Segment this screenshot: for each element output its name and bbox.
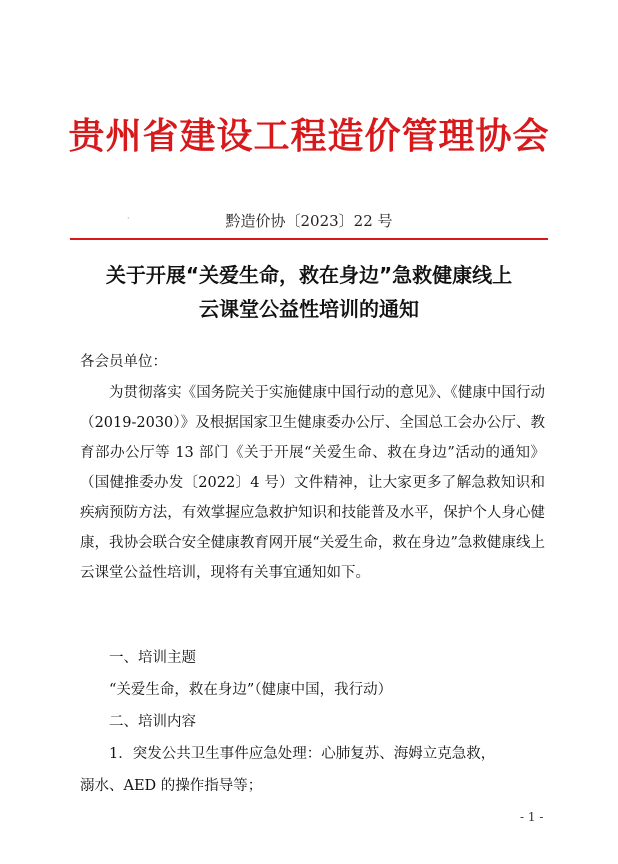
body-paragraph: 为贯彻落实《国务院关于实施健康中国行动的意见》、《健康中国行动（2019-2030）》及根据国家卫生健康委办公厅、全国总工会办公厅、教育部办公厅等 13 部门《关于开展“关爱生命、救在身边”活动的通知》（国健推委办发〔2022〕4 号）文件精神，让大家更多了解急救知识和疾病预防方法，有效掌握应急救护知识和技能普及水平，保护个人身心健康，我协会联合安全健康教育网开展“关爱生命，救在身边”急救健康线上云课堂公益性培训，现将有关事宜通知如下。	[80, 385, 545, 581]
decorative-dot: ·	[127, 214, 130, 223]
content-item-1-line-1: 1．突发公共卫生事件应急处理：心肺复苏、海姆立克急救，	[109, 746, 496, 762]
document-number: 黔造价协〔2023〕22 号	[225, 212, 393, 230]
organization-title: 贵州省建设工程造价管理协会	[68, 115, 550, 157]
section-text-theme: “关爱生命，救在身边”（健康中国，我行动）	[109, 682, 393, 698]
content-item-1-line-2: 溺水、AED 的操作指导等；	[80, 778, 263, 794]
section-heading-content: 二、培训内容	[109, 714, 196, 730]
red-divider-line	[70, 238, 548, 240]
page-number: - 1 -	[520, 810, 544, 824]
document-title-line-1: 关于开展“关爱生命，救在身边”急救健康线上	[105, 263, 513, 287]
document-title	[0, 258, 618, 326]
section-heading-theme: 一、培训主题	[109, 650, 196, 666]
document-title-line-2: 云课堂公益性培训的通知	[199, 297, 419, 321]
salutation: 各会员单位：	[80, 354, 167, 370]
